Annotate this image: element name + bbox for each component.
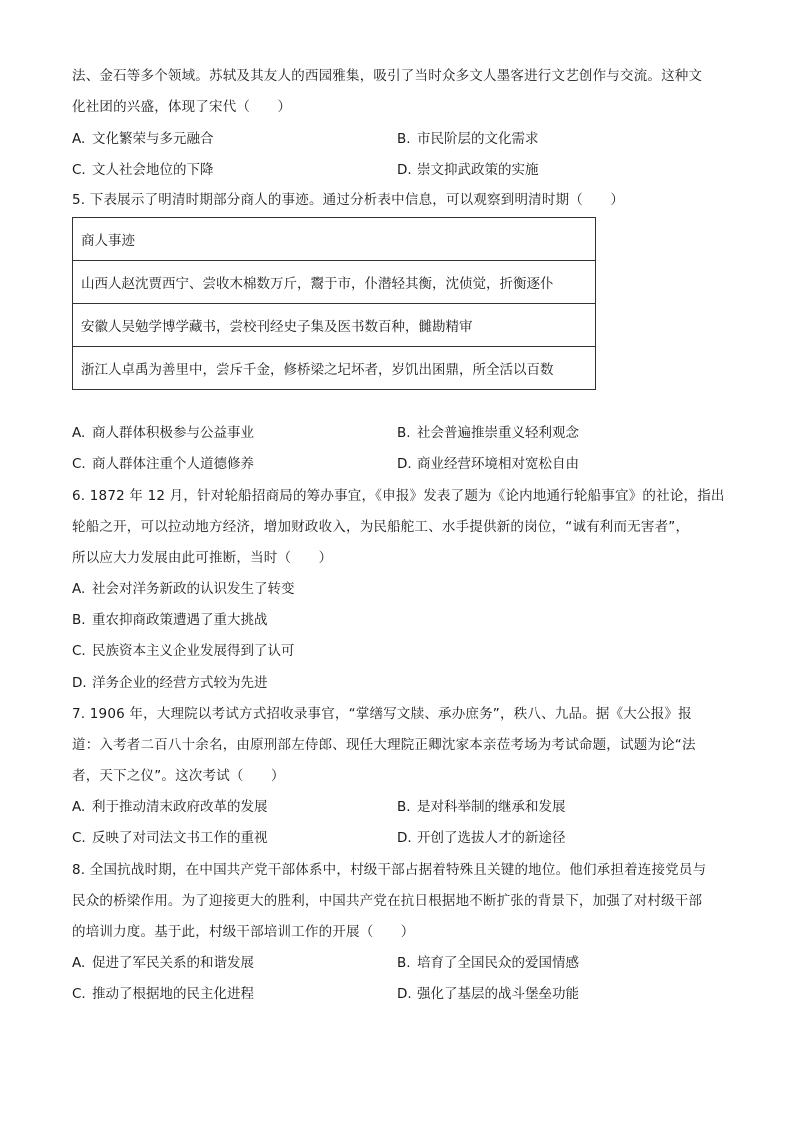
q7-option-a: A. 利于推动清末政府改革的发展 [72, 799, 268, 815]
q7-option-c: C. 反映了对司法文书工作的重视 [72, 830, 268, 846]
q6-stem-line-2: 轮船之开，可以拉动地方经济，增加财政收入，为民船舵工、水手提供新的岗位，“诚有利而无害者”， [72, 519, 690, 535]
q8-option-c: C. 推动了根据地的民主化进程 [72, 986, 254, 1002]
q5-option-b: B. 社会普遍推崇重义轻利观念 [397, 425, 579, 441]
q4-option-b: B. 市民阶层的文化需求 [397, 131, 539, 147]
q8-stem-line-2: 民众的桥梁作用。为了迎接更大的胜利，中国共产党在抗日根据地不断扩张的背景下，加强了对村级干部 [72, 893, 703, 909]
table-row: 安徽人吴勉学博学藏书，尝校刊经史子集及医书数百种，雠勘精审 [73, 304, 596, 347]
q5-option-c: C. 商人群体注重个人道德修养 [72, 456, 254, 472]
q8-option-a: A. 促进了军民关系的和谐发展 [72, 955, 254, 971]
q7-stem-line-3: 者，天下之仪”。这次考试（ ） [72, 768, 285, 784]
q4-stem-line-2: 化社团的兴盛，体现了宋代（ ） [72, 99, 292, 115]
q7-stem-line-1: 7. 1906 年，大理院以考试方式招收录事官，“掌缮写文牍、承办庶务”，秩八、九品。据《大公报》报 [72, 706, 692, 722]
q5-option-a: A. 商人群体积极参与公益事业 [72, 425, 254, 441]
q8-stem-line-1: 8. 全国抗战时期，在中国共产党干部体系中，村级干部占据着特殊且关键的地位。他们承担着连接党员与 [72, 862, 707, 878]
q4-option-c: C. 文人社会地位的下降 [72, 162, 214, 178]
q6-option-d: D. 洋务企业的经营方式较为先进 [72, 675, 268, 691]
q8-stem-line-3: 的培训力度。基于此，村级干部培训工作的开展（ ） [72, 924, 415, 940]
q8-option-b: B. 培育了全国民众的爱国情感 [397, 955, 579, 971]
q4-stem-line-1: 法、金石等多个领域。苏轼及其友人的西园雅集，吸引了当时众多文人墨客进行文艺创作与交流。这种文 [72, 68, 703, 84]
q6-stem-line-1: 6. 1872 年 12 月，针对轮船招商局的筹办事宜，《申报》发表了题为《论内地通行轮船事宜》的社论，指出 [72, 488, 725, 504]
q6-stem-line-3: 所以应大力发展由此可推断，当时（ ） [72, 550, 333, 566]
table-header-cell: 商人事迹 [73, 218, 596, 261]
q4-option-a: A. 文化繁荣与多元融合 [72, 131, 214, 147]
merchants-table [72, 217, 596, 390]
q7-option-d: D. 开创了选拔人才的新途径 [397, 830, 566, 846]
table-row: 山西人赵沈贾西宁、尝收木棉数万斤，鬻于市，仆潜轻其衡，沈侦觉，折衡逐仆 [73, 261, 596, 304]
table-row: 浙江人卓禹为善里中，尝斥千金，修桥梁之圮坏者，岁饥出囷鼎，所全活以百数 [73, 347, 596, 390]
q6-option-b: B. 重农抑商政策遭遇了重大挑战 [72, 612, 268, 628]
q5-stem: 5. 下表展示了明清时期部分商人的事迹。通过分析表中信息，可以观察到明清时期（ ） [72, 192, 625, 208]
q6-option-c: C. 民族资本主义企业发展得到了认可 [72, 643, 295, 659]
q8-option-d: D. 强化了基层的战斗堡垒功能 [397, 986, 579, 1002]
q6-option-a: A. 社会对洋务新政的认识发生了转变 [72, 581, 295, 597]
q7-stem-line-2: 道：入考者二百八十余名，由原刑部左侍郎、现任大理院正卿沈家本亲莅考场为考试命题，试题为论“法 [72, 737, 696, 753]
q7-option-b: B. 是对科举制的继承和发展 [397, 799, 566, 815]
q5-option-d: D. 商业经营环境相对宽松自由 [397, 456, 579, 472]
q4-option-d: D. 崇文抑武政策的实施 [397, 162, 539, 178]
